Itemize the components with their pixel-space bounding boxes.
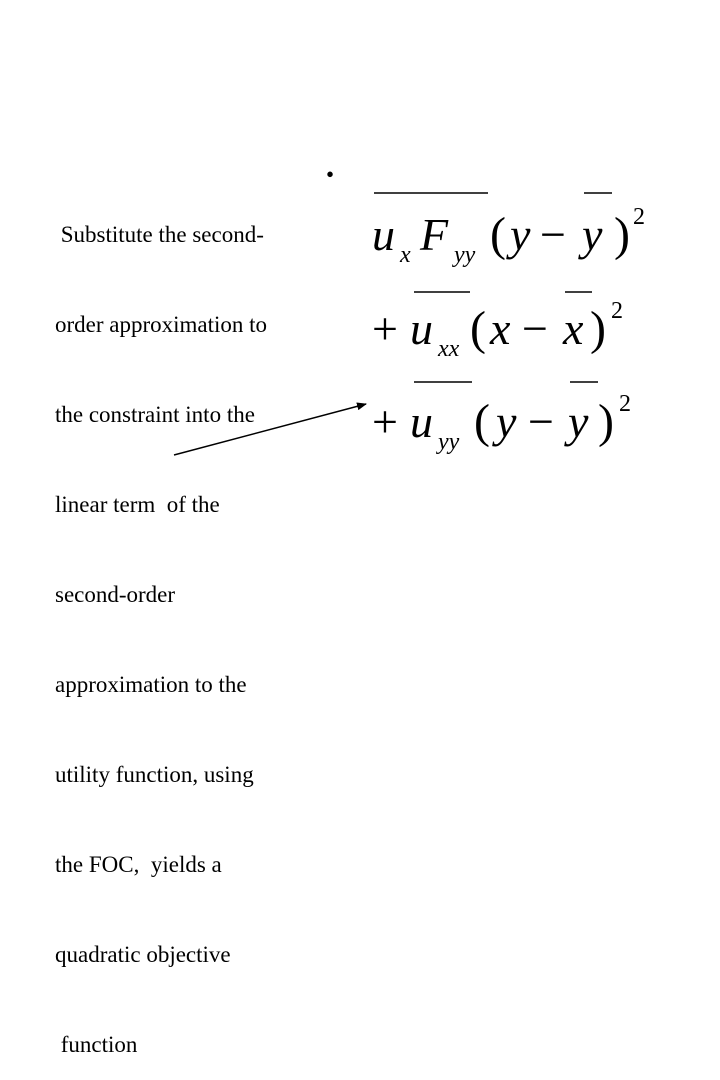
exponent: 2 — [611, 298, 623, 324]
text-line: approximation to the — [55, 672, 247, 697]
subscript: x — [400, 242, 411, 268]
left-paren: ( — [490, 208, 506, 261]
minus-sign: − — [540, 209, 566, 260]
text-line: Substitute the second- — [55, 222, 264, 247]
subscript: yy — [454, 242, 476, 268]
plus-sign: + — [372, 396, 398, 447]
F-symbol: F — [420, 209, 449, 260]
variable: y — [496, 396, 517, 447]
formula-row-1 — [372, 193, 645, 268]
left-paren: ( — [470, 302, 486, 355]
pointer-arrow — [174, 404, 366, 455]
right-paren: ) — [590, 302, 606, 355]
plus-sign: + — [372, 303, 398, 354]
variable: y — [510, 209, 531, 260]
u-symbol: u — [372, 209, 395, 260]
formula-row-2 — [372, 292, 623, 362]
text-line: linear term of the — [55, 492, 220, 517]
text-line: function — [55, 1032, 138, 1057]
text-line: the FOC, yields a — [55, 852, 222, 877]
subscript: xx — [438, 336, 460, 362]
right-paren: ) — [598, 395, 614, 448]
text-line: the constraint into the — [55, 402, 255, 427]
u-symbol: u — [410, 396, 433, 447]
text-line: quadratic objective — [55, 942, 231, 967]
u-symbol: u — [410, 303, 433, 354]
subscript: yy — [438, 429, 460, 455]
minus-sign: − — [522, 303, 548, 354]
exponent: 2 — [633, 204, 645, 230]
mean-variable: x — [563, 303, 584, 354]
formula-row-3 — [372, 382, 631, 455]
exponent: 2 — [619, 391, 631, 417]
text-line: order approximation to — [55, 312, 268, 337]
left-paren: ( — [474, 395, 490, 448]
minus-sign: − — [528, 396, 554, 447]
mean-variable: y — [582, 209, 603, 260]
variable: x — [490, 303, 511, 354]
right-paren: ) — [614, 208, 630, 261]
bullet-point: • — [326, 162, 335, 187]
text-line: utility function, using — [55, 762, 254, 787]
mean-variable: y — [568, 396, 589, 447]
text-line: second-order — [55, 582, 176, 607]
